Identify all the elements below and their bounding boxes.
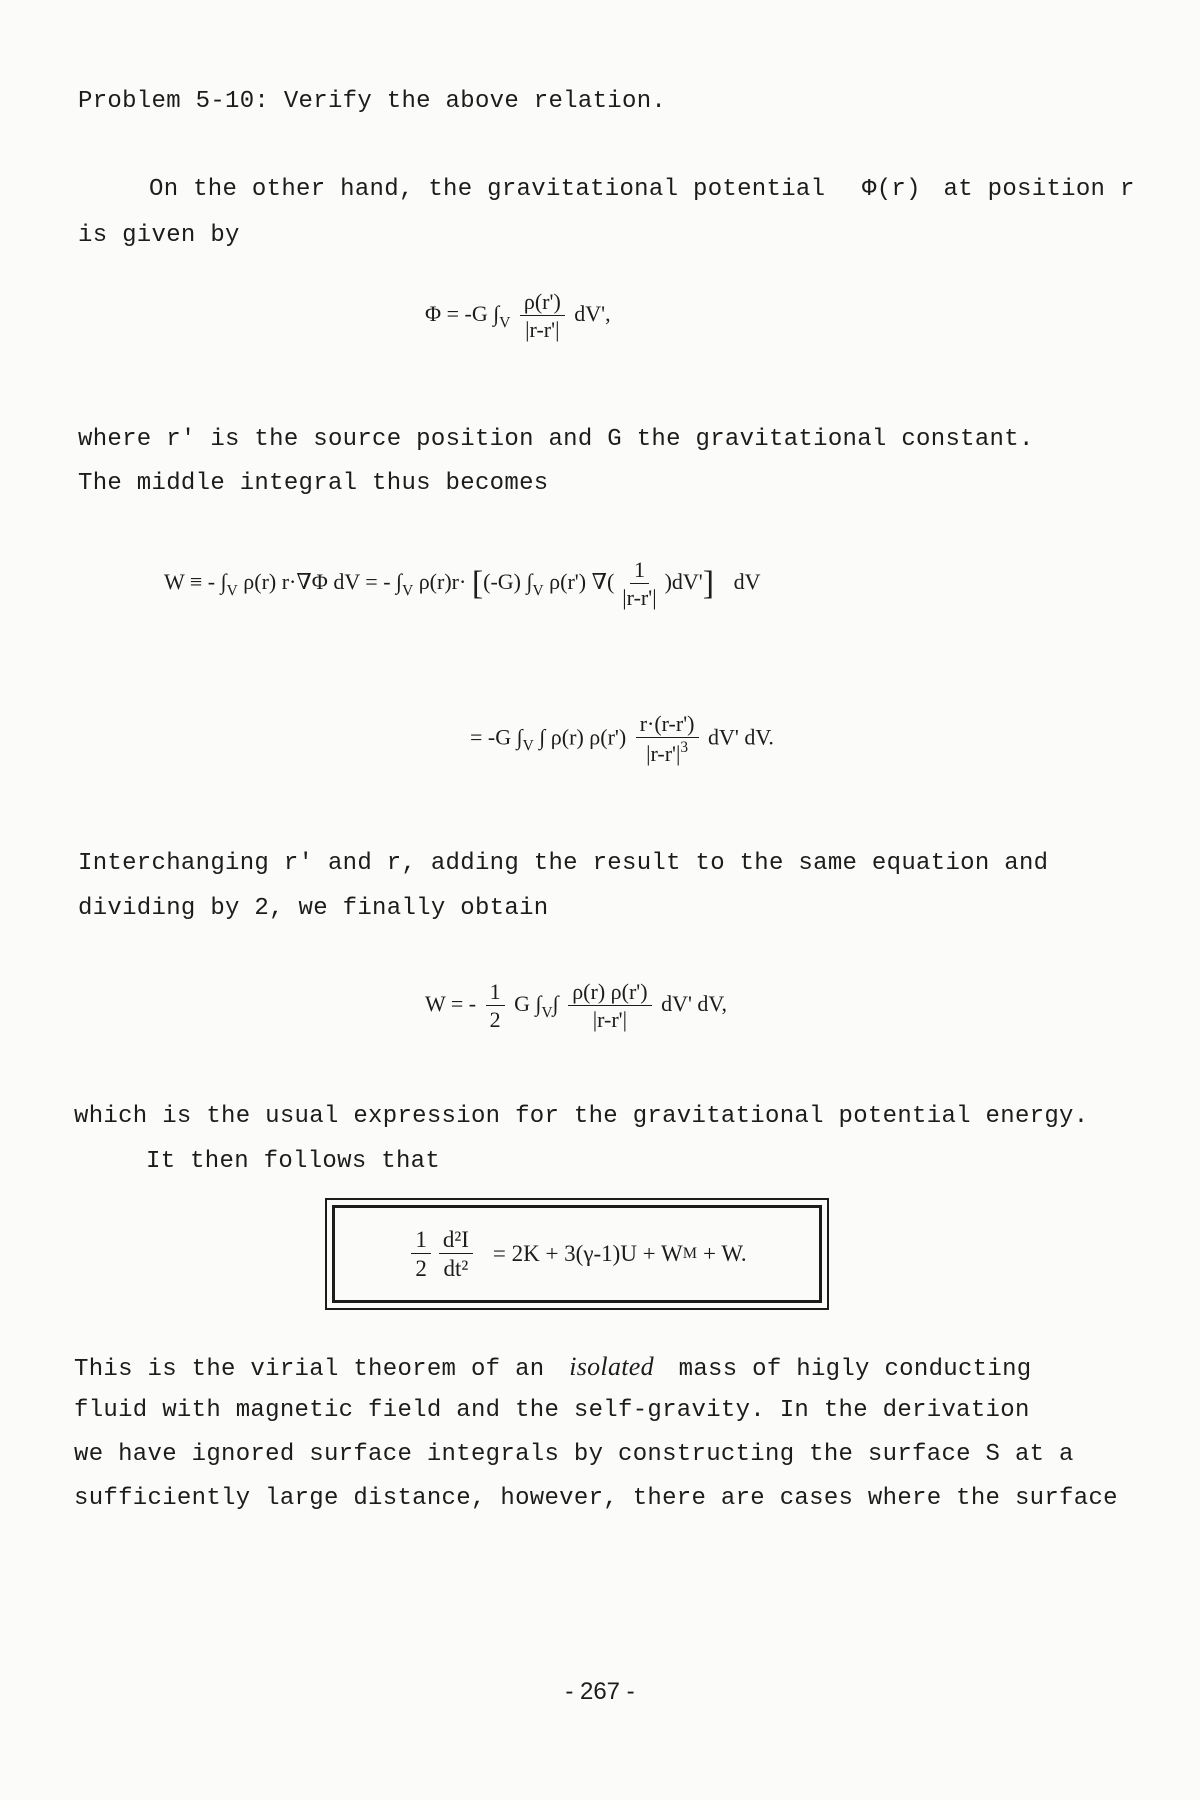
eq2-part3: ρ(r)r·	[418, 569, 467, 595]
eq4-numerator: ρ(r) ρ(r')	[568, 980, 651, 1006]
eq2-inner2: ρ(r') ∇(	[549, 569, 615, 595]
paragraph-1-line-2: is given by	[78, 222, 240, 249]
eq4-int2: ∫	[552, 991, 559, 1017]
eq1-rhs: dV',	[574, 301, 611, 327]
paragraph-5-line-4: sufficiently large distance, however, there are cases where the surface	[74, 1485, 1118, 1512]
eq2-denominator: |r-r'|	[622, 585, 657, 611]
eq3-mid: ∫ ρ(r) ρ(r')	[539, 724, 627, 750]
eq2-sub-3: V	[532, 582, 544, 600]
boxed-fraction-derivative	[439, 1227, 473, 1282]
paragraph-3-line-1: Interchanging r' and r, adding the result to the same equation and	[78, 850, 1049, 877]
eq2-part1: W ≡ - ∫	[164, 569, 227, 595]
equation-potential	[425, 290, 611, 342]
boxed-virial-equation	[325, 1198, 829, 1310]
phi-of-r: Φ(r)	[862, 176, 921, 203]
para5-text-b: mass of higly conducting	[678, 1356, 1032, 1383]
eq3-denominator-row	[642, 738, 692, 766]
eq2-inner3: )dV'	[664, 569, 703, 595]
eq3-rhs: dV' dV.	[708, 724, 774, 750]
problem-statement: Problem 5-10: Verify the above relation.	[78, 88, 667, 115]
eq3-denominator: |r-r'|	[646, 741, 681, 767]
boxed-derivative-numerator: d²I	[439, 1227, 473, 1254]
eq1-fraction	[520, 290, 565, 342]
equation-potential-energy	[425, 980, 727, 1032]
eq4-sub: V	[541, 1004, 553, 1022]
eq2-sub-1: V	[226, 582, 238, 600]
page-number: - 267 -	[565, 1678, 635, 1705]
eq2-numerator: 1	[630, 558, 649, 584]
eq1-numerator: ρ(r')	[520, 290, 565, 316]
paragraph-1-line-1	[149, 176, 1135, 203]
eq3-sub: V	[522, 737, 534, 755]
paragraph-2-line-2: The middle integral thus becomes	[78, 470, 549, 497]
boxed-half-denominator: 2	[415, 1256, 427, 1281]
paragraph-5-line-1	[74, 1352, 1031, 1383]
boxed-rhs-b: + W.	[703, 1241, 747, 1266]
eq2-inner1: (-G) ∫	[483, 569, 533, 595]
para5-text-a: This is the virial theorem of an	[74, 1356, 545, 1383]
eq1-denominator: |r-r'|	[525, 317, 560, 343]
eq3-numerator: r·(r-r')	[636, 712, 699, 738]
eq4-half-numerator: 1	[486, 980, 505, 1006]
eq2-right-bracket: ]	[702, 565, 715, 603]
eq3-exponent: 3	[680, 739, 689, 757]
eq4-half-denominator: 2	[489, 1007, 501, 1033]
eq4-half	[486, 980, 505, 1032]
eq2-left-bracket: [	[471, 565, 484, 603]
eq2-sub-2: V	[402, 582, 414, 600]
eq3-lhs: = -G ∫	[470, 724, 523, 750]
eq4-denominator: |r-r'|	[592, 1007, 628, 1033]
eq4-lhs: W = -	[425, 991, 477, 1017]
eq2-part2: ρ(r) r·∇Φ dV = - ∫	[243, 569, 403, 595]
paragraph-4-line-1: which is the usual expression for the gravitational potential energy.	[74, 1103, 1089, 1130]
eq1-lhs: Φ = -G ∫	[425, 301, 500, 327]
equation-middle-integral	[164, 558, 761, 610]
equation-double-integral	[470, 712, 774, 767]
boxed-virial-equation-inner	[332, 1205, 822, 1303]
eq1-sub: V	[499, 314, 511, 332]
para1-text-a: On the other hand, the gravitational potential	[149, 176, 826, 203]
paragraph-4-line-2: It then follows that	[146, 1148, 441, 1175]
para1-text-b: at position r	[943, 176, 1135, 203]
para2-text-b: r' is the source position and G the gravitational constant.	[166, 426, 1034, 453]
paragraph-5-line-3: we have ignored surface integrals by constructing the surface S at a	[74, 1441, 1074, 1468]
boxed-rhs-a: = 2K + 3(γ-1)U + W	[492, 1241, 683, 1266]
eq4-fraction	[568, 980, 651, 1032]
para5-italic-isolated: isolated	[569, 1352, 654, 1381]
paragraph-3-line-2: dividing by 2, we finally obtain	[78, 895, 549, 922]
eq4-g: G ∫	[514, 991, 542, 1017]
boxed-derivative-denominator: dt²	[443, 1256, 469, 1281]
paragraph-2-line-1	[78, 426, 1034, 453]
para2-text-a: where	[78, 426, 152, 453]
eq4-rhs: dV' dV,	[661, 991, 727, 1017]
eq2-fraction	[618, 558, 660, 610]
eq2-tail: dV	[733, 569, 761, 595]
boxed-fraction-half	[411, 1227, 431, 1282]
eq3-fraction	[636, 712, 699, 767]
boxed-rhs-sub: M	[682, 1245, 698, 1262]
paragraph-5-line-2: fluid with magnetic field and the self-gravity. In the derivation	[74, 1397, 1030, 1424]
boxed-half-numerator: 1	[411, 1227, 431, 1254]
